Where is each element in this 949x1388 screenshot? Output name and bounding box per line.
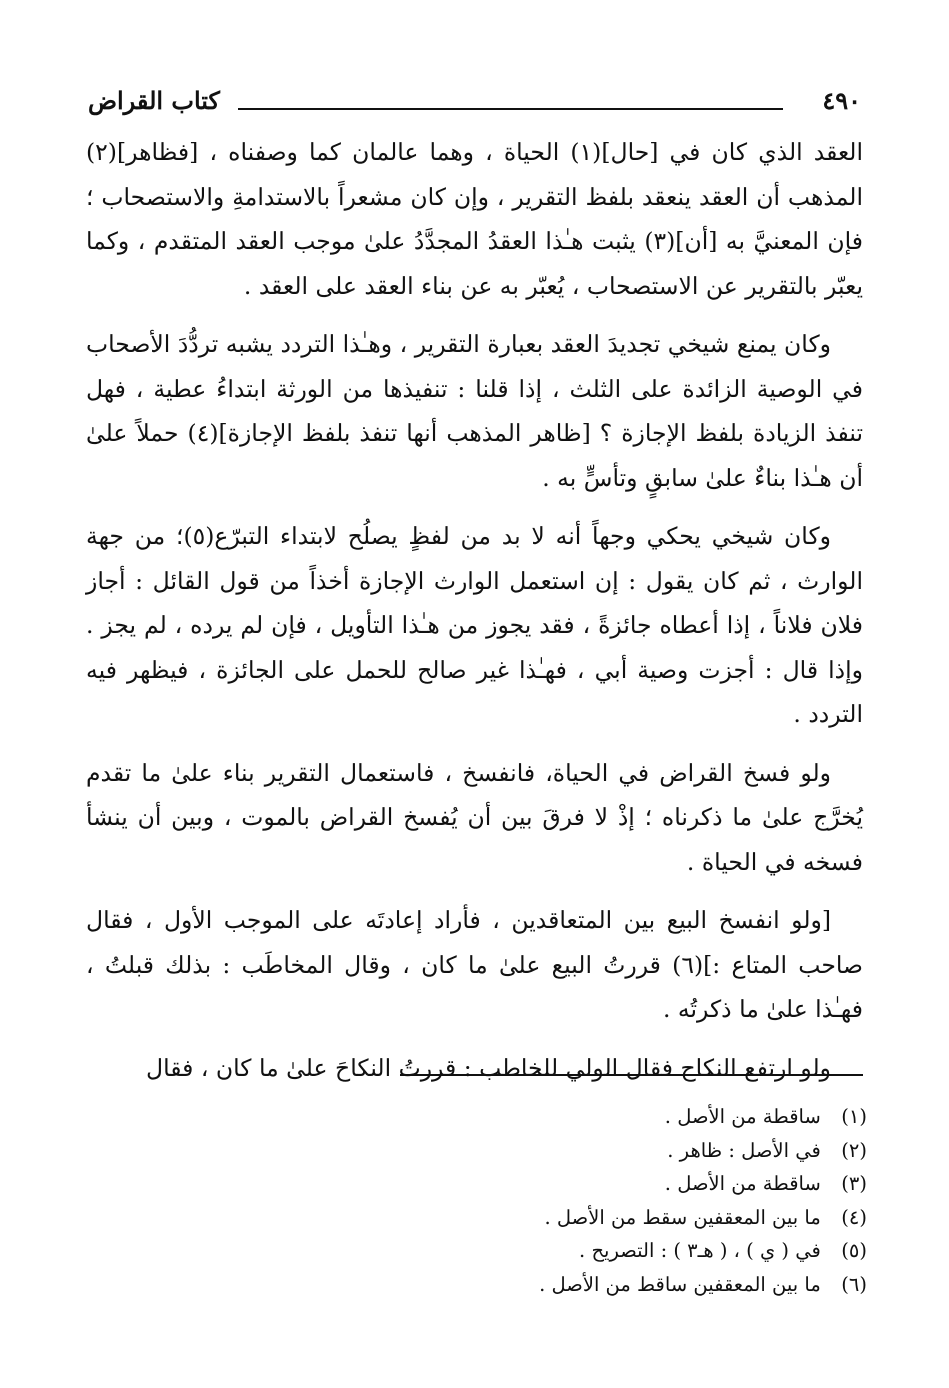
paragraph: ولو فسخ القراض في الحياة، فانفسخ ، فاستعمال التقرير بناء علىٰ ما تقدم يُخرَّج علىٰ ما ذكرناه ؛ إذْ لا فرقَ بين أن يُفسخ القراض بالموت ، وبين أن ينشأ فسخه في الحياة . (86, 758, 863, 876)
book-title: كتاب القراض (88, 86, 220, 115)
footnote-text: في الأصل : ظاهر . (667, 1138, 821, 1162)
footnote (539, 1134, 867, 1168)
footnote-text: ساقطة من الأصل . (664, 1105, 821, 1128)
footnote (539, 1268, 867, 1302)
header-rule (238, 108, 783, 110)
page-number: ٤٩٠ (822, 86, 861, 115)
main-text (86, 130, 863, 1104)
footnote (539, 1201, 867, 1235)
footnote (539, 1100, 867, 1134)
footnote-separator (400, 1074, 863, 1076)
footnote-text: ما بين المعقفين ساقط من الأصل . (539, 1272, 821, 1296)
footnote-number: (٥) (841, 1239, 867, 1262)
paragraph: وكان شيخي يحكي وجهاً أنه لا بد من لفظٍ يصلُح لابتداء التبرّع(٥)؛ من جهة الوارث ، ثم كان يقول : إن استعمل الوارث الإجازة أخذاً من قول القائل : أجاز فلان فلاناً ، إذا أعطاه جائزةً ، فقد يجوز من هـٰذا التأويل ، فإن لم يرده ، لم يجز . وإذا قال : أجزت وصية أبي ، فهـٰذا غير صالح للحمل على الجائزة ، فيظهر فيه التردد . (86, 522, 863, 728)
footnote (539, 1167, 867, 1201)
footnote-text: ساقطة من الأصل . (664, 1172, 821, 1195)
footnote (539, 1234, 867, 1268)
footnote-number: (٢) (841, 1138, 867, 1162)
footnote-number: (١) (841, 1105, 867, 1128)
paragraph: العقد الذي كان في [حال](١) الحياة ، وهما عالمان كما وصفناه ، [فظاهر](٢) المذهب أن العقد ينعقد بلفظ التقرير ، وإن كان مشعراً بالاستدامةِ والاستصحاب ؛ فإن المعنيَّ به [أن](٣) يثبت هـٰذا العقدُ المجدَّدُ علىٰ موجب العقد المتقدم ، وكما يعبّر بالتقرير عن الاستصحاب ، يُعبّر به عن بناء العقد على العقد . (86, 138, 863, 300)
paragraph: [ولو انفسخ البيع بين المتعاقدين ، فأراد إعادتَه على الموجب الأول ، فقال صاحب المتاع :](٦) قررتُ البيع علىٰ ما كان ، وقال المخاطَب : بذلك قبلتُ ، فهـٰذا علىٰ ما ذكرتُه . (86, 906, 863, 1023)
footnote-text: في ( ي ) ، ( هـ٣ ) : التصريح . (579, 1239, 821, 1262)
paragraph: ولو ارتفع النكاح فقال الولي للخاطب : قررتُ النكاحَ علىٰ ما كان ، فقال (146, 1053, 831, 1082)
page-header (88, 84, 861, 120)
footnote-number: (٦) (841, 1272, 867, 1296)
paragraph: وكان يمنع شيخي تجديدَ العقد بعبارة التقرير ، وهـٰذا التردد يشبه تردُّدَ الأصحاب في الوصية الزائدة على الثلث ، إذا قلنا : تنفيذها من الورثة ابتداءُ عطية ، فهل تنفذ الزيادة بلفظ الإجازة ؟ [ظاهر المذهب أنها تنفذ بلفظ الإجازة](٤) حملاً علىٰ أن هـٰذا بناءٌ علىٰ سابقٍ وتأسٍّ به . (86, 330, 863, 492)
footnote-text: ما بين المعقفين سقط من الأصل . (544, 1205, 821, 1229)
footnote-number: (٣) (841, 1172, 867, 1195)
footnote-number: (٤) (841, 1205, 867, 1229)
footnotes (539, 1100, 867, 1301)
